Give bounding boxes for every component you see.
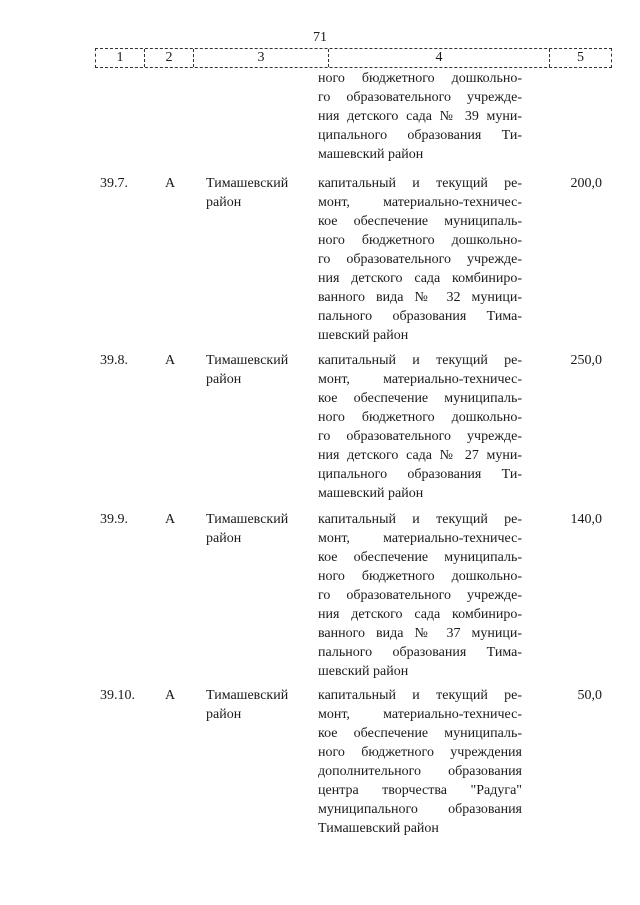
desc-line: пального образования Тима- <box>318 645 522 660</box>
row-description <box>318 510 522 681</box>
row-district <box>206 686 306 724</box>
desc-line: Тимашевский район <box>318 821 439 836</box>
desc-line: пального образования Тима- <box>318 309 522 324</box>
row-amount: 50,0 <box>577 688 602 703</box>
desc-line: го образовательного учрежде- <box>318 429 522 444</box>
desc-line: шевский район <box>318 664 409 679</box>
desc-line: го образовательного учрежде- <box>318 90 522 105</box>
district-line: Тимашевский <box>206 688 289 703</box>
desc-line: ния детского сада № 39 муни- <box>318 109 522 124</box>
desc-line: го образовательного учрежде- <box>318 588 522 603</box>
header-col-2: 2 <box>145 49 194 67</box>
row-amount: 200,0 <box>570 176 602 191</box>
desc-line: ния детского сада комбиниро- <box>318 271 522 286</box>
desc-line: ния детского сада комбиниро- <box>318 607 522 622</box>
row-description <box>318 174 522 345</box>
desc-line: ванного вида № 37 муници- <box>318 626 522 641</box>
row-category: А <box>165 176 176 191</box>
desc-line: капитальный и текущий ре- <box>318 512 522 527</box>
desc-line: шевский район <box>318 328 409 343</box>
header-col-4: 4 <box>329 49 550 67</box>
row-description <box>318 351 522 503</box>
desc-line: го образовательного учрежде- <box>318 252 522 267</box>
row-amount: 140,0 <box>570 512 602 527</box>
desc-line: ванного вида № 32 муници- <box>318 290 522 305</box>
district-line: Тимашевский <box>206 353 289 368</box>
page-number: 71 <box>313 30 327 45</box>
desc-line: ния детского сада № 27 муни- <box>318 448 522 463</box>
row-category: А <box>165 512 176 527</box>
desc-line: муниципального образования <box>318 802 522 817</box>
desc-line: кое обеспечение муниципаль- <box>318 391 522 406</box>
district-line: район <box>206 531 242 546</box>
row-number: 39.8. <box>100 353 128 368</box>
district-line: район <box>206 372 242 387</box>
desc-line: ного бюджетного учреждения <box>318 745 522 760</box>
header-col-3: 3 <box>194 49 329 67</box>
table-header-row <box>95 48 612 68</box>
district-line: район <box>206 707 242 722</box>
desc-line: центра творчества "Радуга" <box>318 783 522 798</box>
desc-line: капитальный и текущий ре- <box>318 353 522 368</box>
desc-line: ного бюджетного дошкольно- <box>318 233 522 248</box>
row-category: А <box>165 353 176 368</box>
row-district <box>206 174 306 212</box>
desc-line: монт, материально-техничес- <box>318 195 522 210</box>
desc-line: монт, материально-техничес- <box>318 372 522 387</box>
row-number: 39.10. <box>100 688 135 703</box>
row-number: 39.9. <box>100 512 128 527</box>
desc-line: капитальный и текущий ре- <box>318 688 522 703</box>
desc-line: дополнительного образования <box>318 764 522 779</box>
header-col-1: 1 <box>96 49 145 67</box>
desc-line: ного бюджетного дошкольно- <box>318 569 522 584</box>
desc-line: капитальный и текущий ре- <box>318 176 522 191</box>
district-line: район <box>206 195 242 210</box>
desc-line: ципального образования Ти- <box>318 128 522 143</box>
desc-line: ного бюджетного дошкольно- <box>318 410 522 425</box>
desc-line: ципального образования Ти- <box>318 467 522 482</box>
desc-line: машевский район <box>318 486 424 501</box>
row-number: 39.7. <box>100 176 128 191</box>
desc-line: ного бюджетного дошкольно- <box>318 71 522 86</box>
desc-line: монт, материально-техничес- <box>318 531 522 546</box>
district-line: Тимашевский <box>206 512 289 527</box>
desc-line: машевский район <box>318 147 424 162</box>
desc-line: кое обеспечение муниципаль- <box>318 550 522 565</box>
row-description <box>318 686 522 838</box>
row-category: А <box>165 688 176 703</box>
district-line: Тимашевский <box>206 176 289 191</box>
desc-line: монт, материально-техничес- <box>318 707 522 722</box>
row-district <box>206 351 306 389</box>
row-amount: 250,0 <box>570 353 602 368</box>
desc-line: кое обеспечение муниципаль- <box>318 214 522 229</box>
continued-description <box>318 69 522 164</box>
desc-line: кое обеспечение муниципаль- <box>318 726 522 741</box>
header-col-5: 5 <box>577 50 584 65</box>
row-district <box>206 510 306 548</box>
